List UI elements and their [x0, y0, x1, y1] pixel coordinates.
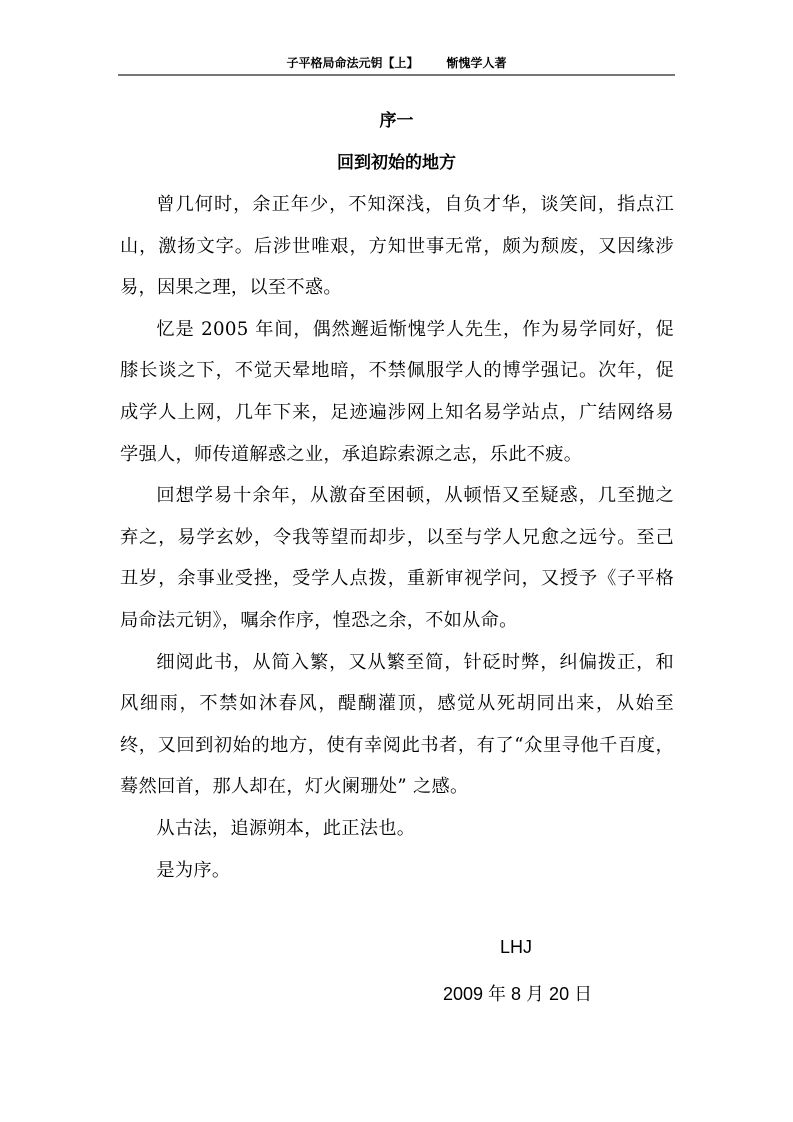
author-line: 惭愧学人著 — [446, 56, 507, 70]
paragraph: 从古法，追源朔本，此正法也。 — [156, 817, 416, 839]
preface-subtitle: 回到初始的地方 — [337, 153, 456, 173]
preface-heading: 序一 — [379, 111, 414, 131]
paragraph: 忆是 2005 年间，偶然邂逅惭愧学人先生，作为易学同好，促膝长谈之下，不觉天晕地暗，不禁佩服学人的博学强记。次年，促成学人上网，几年下来，足迹遍涉网上知名易学站点，广结网络易学强人，师传道解惑之业，承追踪索源之志，乐此不疲。 — [120, 318, 674, 465]
preface-body — [120, 184, 674, 891]
paragraph: 回想学易十余年，从激奋至困顿，从顿悟又至疑惑，几至抛之弃之，易学玄妙，令我等望而却步，以至与学人兄愈之远兮。至己丑岁，余事业受挫，受学人点拨，重新审视学问，又授予《子平格局命法元钥》，嘱余作序，惶恐之余，不如从命。 — [120, 485, 674, 631]
page-header — [118, 52, 675, 76]
signature-date: 2009 年 8 月 20 日 — [443, 984, 593, 1004]
signature: LHJ — [500, 937, 533, 957]
paragraph: 细阅此书，从简入繁，又从繁至简，针砭时弊，纠偏拨正，和风细雨，不禁如沐春风，醍醐灌顶，感觉从死胡同出来，从始至终，又回到初始的地方，使有幸阅此书者，有了“众里寻他千百度，蓦然回首，那人却在，灯火阑珊处” 之感。 — [120, 651, 674, 798]
paragraph: 曾几何时，余正年少，不知深浅，自负才华，谈笑间，指点江山，激扬文字。后涉世唯艰，方知世事无常，颇为颓废，又因缘涉易，因果之理，以至不惑。 — [120, 194, 674, 299]
book-title: 子平格局命法元钥【上】 — [286, 56, 419, 70]
paragraph: 是为序。 — [156, 859, 231, 881]
